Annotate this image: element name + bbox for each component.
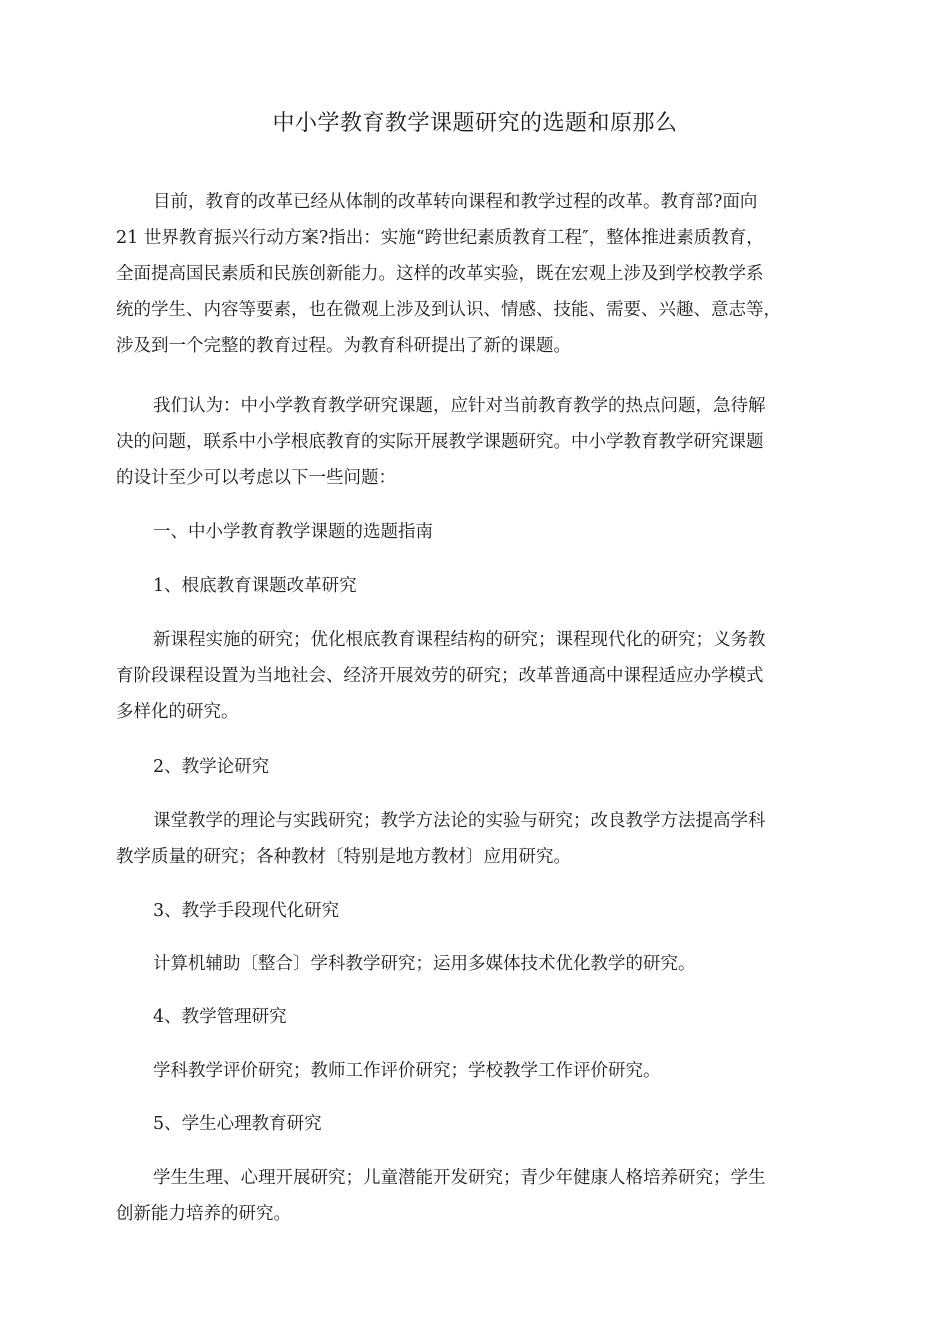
paragraph-line: 涉及到一个完整的教育过程。为教育科研提出了新的课题。 — [116, 336, 571, 356]
paragraph-line: 新课程实施的研究；优化根底教育课程结构的研究；课程现代化的研究；义务教 — [153, 630, 766, 650]
paragraph-line: 全面提高国民素质和民族创新能力。这样的改革实验，既在宏观上涉及到学校教学系 — [116, 264, 764, 284]
topic-body-2 — [116, 803, 840, 875]
paragraph-line: 我们认为：中小学教育教学研究课题，应针对当前教育教学的热点问题，急待解 — [153, 396, 766, 416]
paragraph-line: 课堂教学的理论与实践研究；教学方法论的实验与研究；改良教学方法提高学科 — [153, 811, 766, 831]
paragraph-line: 多样化的研究。 — [116, 702, 239, 722]
topic-body-5 — [116, 1160, 840, 1232]
opinion-paragraph — [116, 388, 840, 496]
paragraph-line: 决的问题，联系中小学根底教育的实际开展教学课题研究。中小学教育教学研究课题 — [116, 432, 764, 452]
paragraph-line: 学科教学评价研究；教师工作评价研究；学校教学工作评价研究。 — [153, 1061, 661, 1081]
topic-heading-4: 4、教学管理研究 — [153, 1007, 287, 1027]
document-title: 中小学教育教学课题研究的选题和原那么 — [272, 111, 678, 136]
paragraph-line: 育阶段课程设置为当地社会、经济开展效劳的研究；改革普通高中课程适应办学模式 — [116, 666, 764, 686]
paragraph-line: 计算机辅助〔整合〕学科教学研究；运用多媒体技术优化教学的研究。 — [153, 954, 696, 974]
paragraph-line: 的设计至少可以考虑以下一些问题： — [116, 468, 396, 488]
topic-body-4 — [116, 1053, 840, 1089]
topic-body-3 — [116, 946, 840, 982]
topic-heading-1: 1、根底教育课题改革研究 — [153, 576, 357, 596]
paragraph-line: 教学质量的研究；各种教材〔特别是地方教材〕应用研究。 — [116, 847, 571, 867]
topic-heading-3: 3、教学手段现代化研究 — [153, 901, 340, 921]
topic-heading-2: 2、教学论研究 — [153, 757, 270, 777]
topic-body-1 — [116, 622, 840, 730]
paragraph-line: 统的学生、内容等要素，也在微观上涉及到认识、情感、技能、需要、兴趣、意志等， — [116, 300, 781, 320]
paragraph-line: 目前，教育的改革已经从体制的改革转向课程和教学过程的改革。教育部?面向 — [153, 192, 758, 212]
paragraph-line: 创新能力培养的研究。 — [116, 1204, 291, 1224]
topic-heading-5: 5、学生心理教育研究 — [153, 1114, 322, 1134]
paragraph-line: 学生生理、心理开展研究；儿童潜能开发研究；青少年健康人格培养研究；学生 — [153, 1168, 766, 1188]
paragraph-line: 21 世界教育振兴行动方案?指出：实施“跨世纪素质教育工程″，整体推进素质教育， — [116, 228, 764, 248]
intro-paragraph — [116, 184, 840, 364]
section-heading: 一、中小学教育教学课题的选题指南 — [153, 522, 433, 542]
